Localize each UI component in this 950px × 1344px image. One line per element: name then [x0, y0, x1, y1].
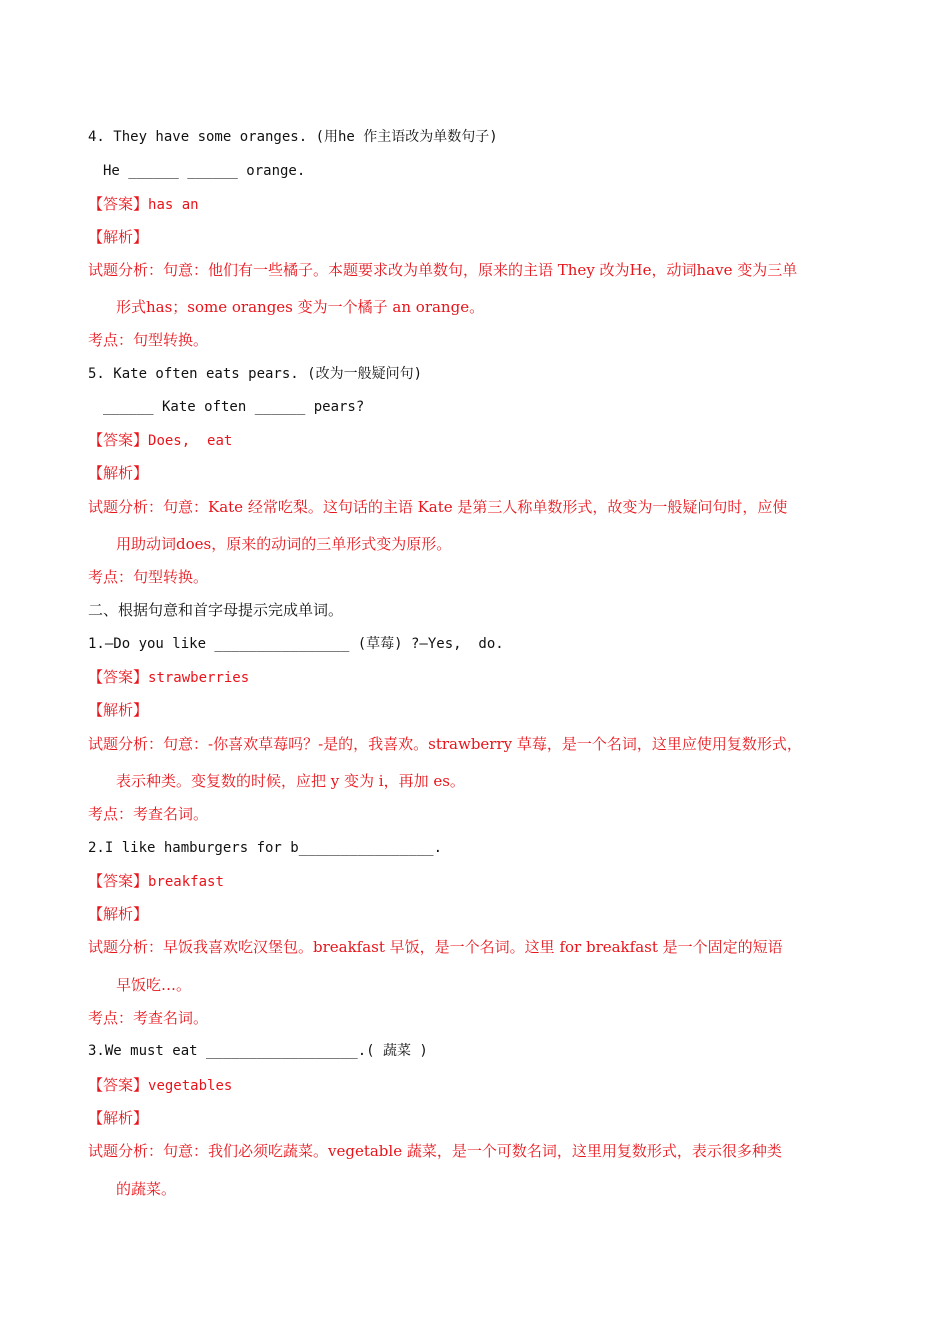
question-5-prompt: 5. Kate often eats pears. (改为一般疑问句): [88, 366, 423, 382]
answer-text: has an: [148, 197, 199, 213]
section-2-question-3-answer: [88, 1075, 232, 1096]
section-2-question-3-prompt: 3.We must eat __________________.( 蔬菜 ): [88, 1043, 428, 1059]
section-2-question-2-analysis-line-2: 早饭吃…。: [116, 976, 192, 994]
question-4-blank-line: He ______ ______ orange.: [103, 163, 306, 179]
answer-text: breakfast: [148, 874, 224, 890]
question-4-point: 考点：句型转换。: [88, 331, 209, 349]
section-2-question-3-analysis-label: 【解析】: [88, 1109, 149, 1127]
question-5-point: 考点：句型转换。: [88, 568, 209, 586]
section-2-question-1-analysis-label: 【解析】: [88, 701, 149, 719]
section-2-question-2-analysis-label: 【解析】: [88, 905, 149, 923]
question-5-analysis-label: 【解析】: [88, 464, 149, 482]
answer-label: 【答案】: [88, 1076, 149, 1094]
question-4-analysis-line-1: 试题分析：句意：他们有一些橘子。本题要求改为单数句，原来的主语 They 改为He，动词have 变为三单: [88, 261, 798, 279]
answer-label: 【答案】: [88, 195, 149, 213]
answer-text: strawberries: [148, 670, 250, 686]
section-2-question-1-analysis-line-2: 表示种类。变复数的时候，应把 y 变为 i，再加 es。: [116, 772, 465, 790]
answer-label: 【答案】: [88, 431, 149, 449]
question-5-blank-line: ______ Kate often ______ pears?: [103, 399, 365, 415]
section-2-question-2-answer: [88, 871, 224, 892]
section-2-question-1-prompt: 1.—Do you like ________________ (草莓) ?—Yes, do.: [88, 636, 504, 652]
question-5-answer: [88, 430, 232, 451]
section-2-question-3-analysis-line-1: 试题分析：句意：我们必须吃蔬菜。vegetable 蔬菜，是一个可数名词，这里用复数形式，表示很多种类: [88, 1142, 782, 1160]
question-4-answer: [88, 194, 199, 215]
answer-text: vegetables: [148, 1078, 233, 1094]
section-2-question-1-analysis-line-1: 试题分析：句意：-你喜欢草莓吗？-是的，我喜欢。strawberry 草莓，是一个名词，这里应使用复数形式，: [88, 735, 802, 753]
question-4-analysis-label: 【解析】: [88, 228, 149, 246]
section-2-question-1-answer: [88, 667, 249, 688]
question-4-analysis-line-2: 形式has；some oranges 变为一个橘子 an orange。: [116, 298, 485, 316]
question-5-analysis-line-2: 用助动词does，原来的动词的三单形式变为原形。: [116, 535, 452, 553]
section-2-question-2-prompt: 2.I like hamburgers for b________________.: [88, 840, 443, 856]
answer-label: 【答案】: [88, 872, 149, 890]
section-2-question-1-point: 考点：考查名词。: [88, 805, 209, 823]
answer-text: Does, eat: [148, 433, 233, 449]
section-2-question-2-point: 考点：考查名词。: [88, 1009, 209, 1027]
section-2-title: 二、根据句意和首字母提示完成单词。: [88, 601, 344, 619]
question-4-prompt: 4. They have some oranges. (用he 作主语改为单数句子): [88, 129, 498, 145]
answer-label: 【答案】: [88, 668, 149, 686]
section-2-question-2-analysis-line-1: 试题分析：早饭我喜欢吃汉堡包。breakfast 早饭，是一个名词。这里 for breakfast 是一个固定的短语: [88, 938, 783, 956]
question-5-analysis-line-1: 试题分析：句意：Kate 经常吃梨。这句话的主语 Kate 是第三人称单数形式，故变为一般疑问句时，应使: [88, 498, 788, 516]
section-2-question-3-analysis-line-2: 的蔬菜。: [116, 1180, 177, 1198]
